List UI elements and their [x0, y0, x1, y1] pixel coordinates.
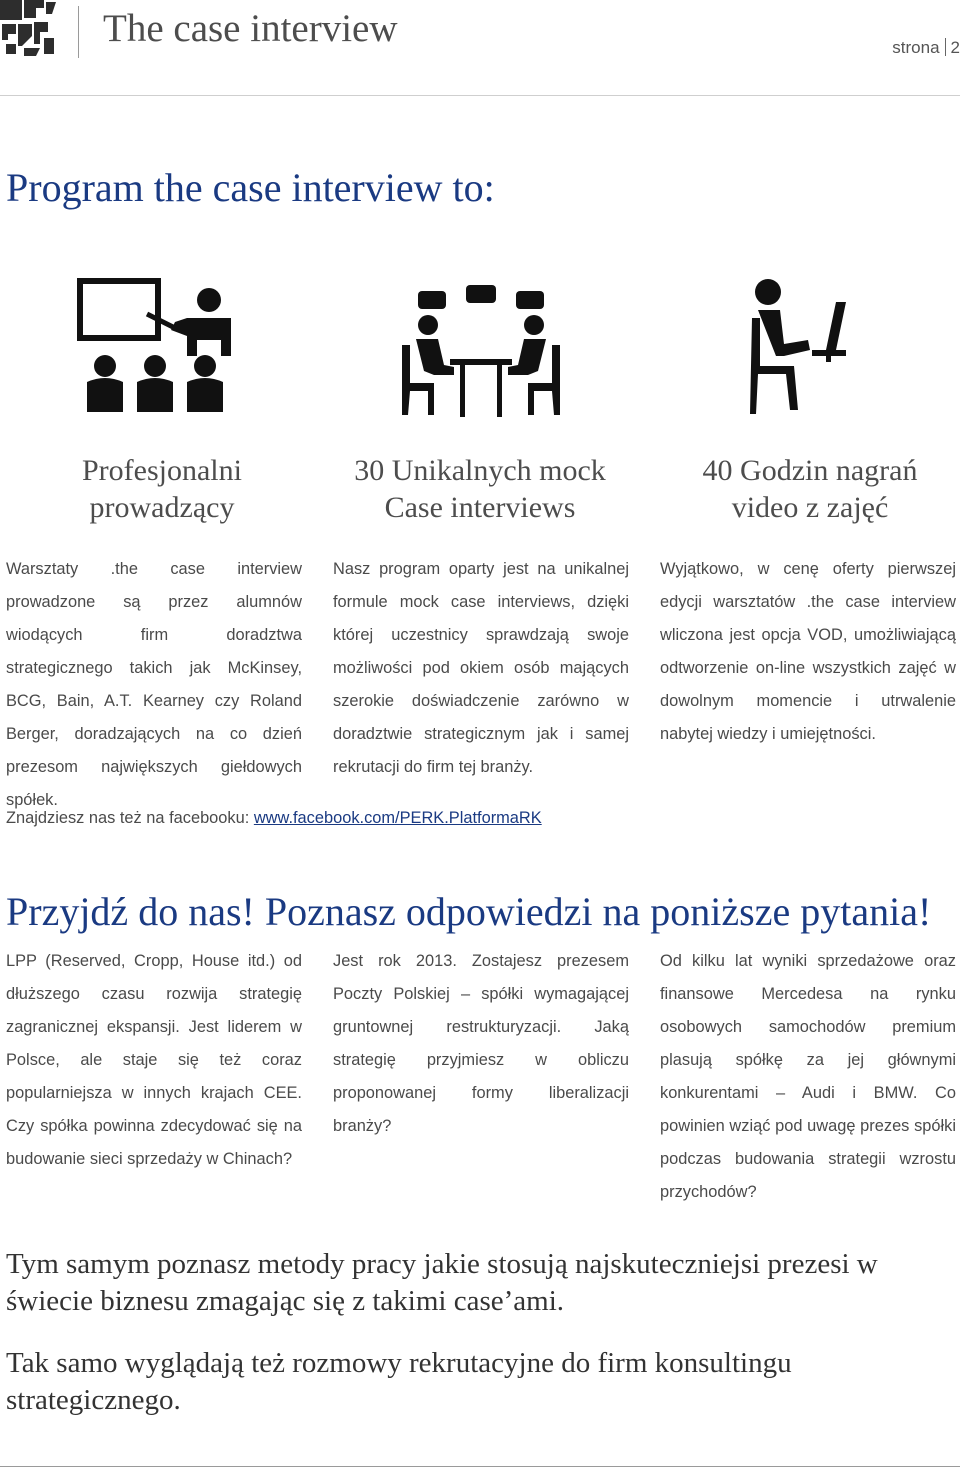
feature-description-instructors: Warsztaty .the case interview prowadzone są przez alumnów wiodących firm doradztwa strategicznego takich jak McKinsey, BCG, Bain, A.T. Kearney czy Roland Berger, doradzających na co dzień prezesom największych giełdowych spółek.: [6, 560, 302, 809]
feature-title-mock-interviews: [330, 452, 630, 526]
feature-description-mock-interviews: Nasz program oparty jest na unikalnej formule mock case interviews, dzięki której uczestnicy sprawdzają swoje możliwości pod okiem osób mających szerokie doświadczenie zarówno w doradztwie strategicznym jak i samej rekrutacji do firm tej branży.: [333, 560, 629, 776]
feature-title-line: prowadzący: [89, 491, 235, 524]
question-poczta-polska: Jest rok 2013. Zostajesz prezesem Poczty Polskiej – spółki wymagającej gruntownej restrukturyzacji. Jaką strategię przyjmiesz w obliczu proponowanej formy liberalizacji branży?: [333, 952, 629, 1135]
header-divider: [78, 6, 79, 58]
feature-title-line: 40 Godzin nagrań: [702, 454, 918, 487]
question-mercedes: Od kilku lat wyniki sprzedażowe oraz finansowe Mercedesa na rynku osobowych samochodów premium plasują spółkę za jej głównymi konkurentami – Audi i BMW. Co powinien wziąć pod uwagę prezes spółki podczas budowania strategii wzrostu przychodów?: [660, 952, 956, 1201]
facebook-text: Znajdziesz nas też na facebooku:: [6, 809, 254, 827]
feature-description-video-hours: Wyjątkowo, w cenę oferty pierwszej edycji warsztatów .the case interview wliczona jest opcja VOD, umożliwiającą odtworzenie on-line wszystkich zajęć w dowolnym momencie i utrwalenie nabytej wiedzy i umiejętności.: [660, 560, 956, 743]
closing-paragraph-recruitment: Tak samo wyglądają też rozmowy rekrutacyjne do firm konsultingu strategicznego.: [6, 1347, 792, 1416]
footer-rule: [0, 1466, 960, 1467]
page-number: 2: [950, 38, 960, 57]
document-title: The case interview: [103, 7, 398, 50]
presentation-icon: [75, 278, 245, 418]
page-indicator: [892, 38, 960, 58]
feature-title-instructors: [12, 452, 312, 526]
feature-title-line: video z zajęć: [731, 491, 889, 524]
facebook-line: [6, 803, 542, 833]
logo-icon: [0, 0, 58, 58]
program-heading: Program the case interview to:: [6, 165, 495, 210]
feature-title-line: Case interviews: [384, 491, 576, 524]
feature-title-video-hours: [660, 452, 960, 526]
header-rule: [0, 95, 960, 96]
feature-title-line: Profesjonalni: [82, 454, 242, 487]
meeting-table-icon: [398, 285, 563, 420]
facebook-link[interactable]: www.facebook.com/PERK.PlatformaRK: [253, 809, 542, 827]
question-lpp: LPP (Reserved, Cropp, House itd.) od dłuższego czasu rozwija strategię zagranicznej ekspansji. Jest liderem w Polsce, ale staje się też coraz popularniejsza w innych krajach CEE. Czy spółka powinna zdecydować się na budowanie sieci sprzedaży w Chinach?: [6, 952, 302, 1168]
page-label: strona: [892, 38, 940, 57]
feature-title-line: 30 Unikalnych mock: [354, 454, 606, 487]
questions-heading: Przyjdź do nas! Poznasz odpowiedzi na poniższe pytania!: [6, 889, 932, 934]
computer-user-icon: [750, 278, 850, 420]
closing-paragraph-methods: Tym samym poznasz metody pracy jakie stosują najskuteczniejsi prezesi w świecie biznesu zmagając się z takimi case’ami.: [6, 1248, 878, 1317]
